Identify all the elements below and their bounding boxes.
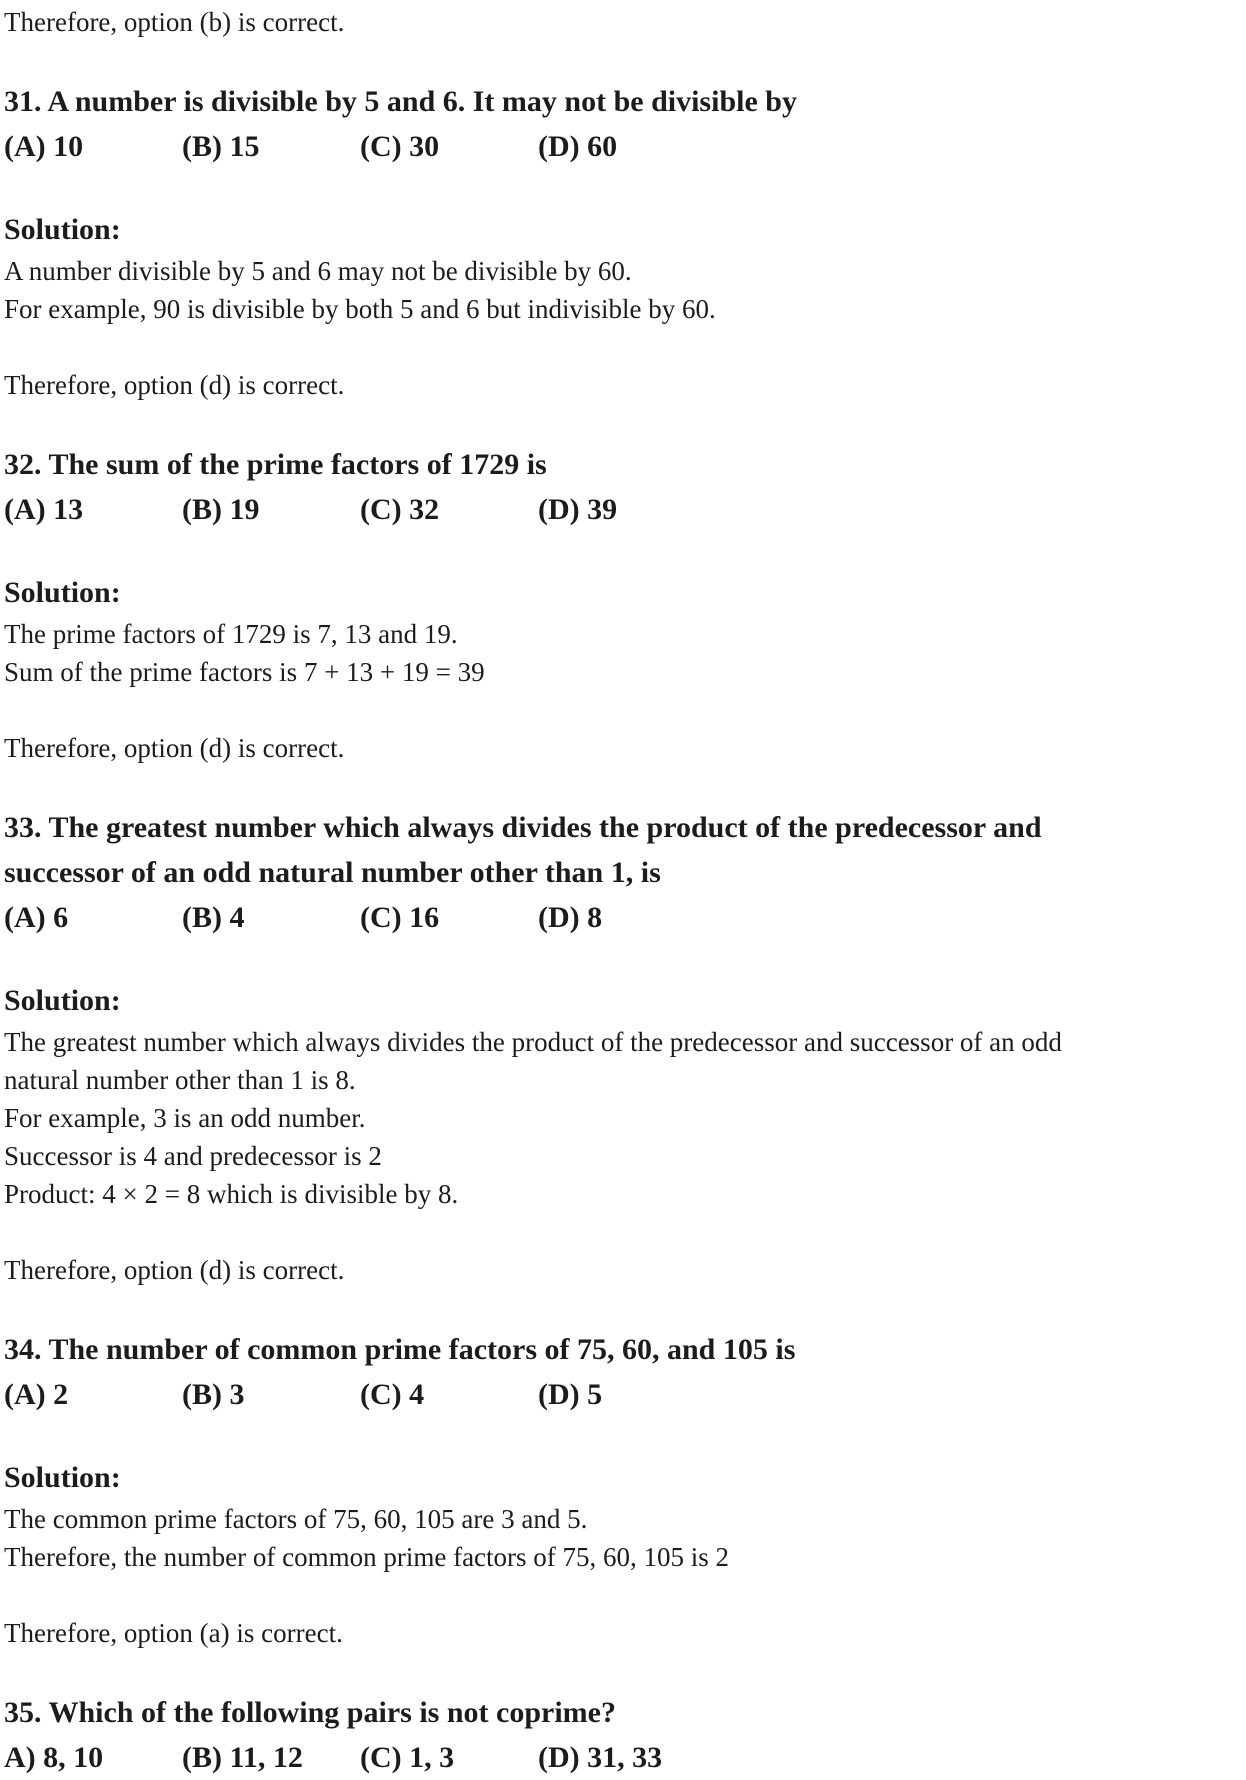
conclusion-line: Therefore, option (d) is correct. — [4, 1255, 345, 1285]
conclusion-line: Therefore, option (b) is correct. — [4, 7, 345, 37]
solution-heading: Solution: — [4, 576, 121, 609]
option-item: (D) 5 — [538, 1378, 603, 1411]
option-item: (A) 2 — [4, 1378, 69, 1411]
question-34-heading: 34. The number of common prime factors of 75, 60, and 105 is — [4, 1333, 796, 1366]
conclusion-line: Therefore, option (d) is correct. — [4, 370, 345, 400]
conclusion-line: Therefore, option (a) is correct. — [4, 1618, 343, 1648]
solution-line: Successor is 4 and predecessor is 2 — [4, 1141, 382, 1171]
solution-line: Product: 4 × 2 = 8 which is divisible by 8. — [4, 1179, 459, 1209]
option-item: A) 8, 10 — [4, 1741, 104, 1774]
option-item: (C) 1, 3 — [360, 1741, 455, 1774]
question-31-options — [4, 124, 1246, 169]
solution-heading: Solution: — [4, 984, 121, 1017]
question-32-options — [4, 487, 1246, 532]
option-item: (D) 39 — [538, 493, 618, 526]
option-item: (C) 30 — [360, 130, 440, 163]
question-35-options — [4, 1735, 1246, 1780]
solution-line: A number divisible by 5 and 6 may not be divisible by 60. — [4, 256, 632, 286]
option-item: (A) 6 — [4, 901, 69, 934]
solution-line: Therefore, the number of common prime factors of 75, 60, 105 is 2 — [4, 1542, 730, 1572]
option-item: (B) 15 — [182, 130, 260, 163]
option-item: (A) 13 — [4, 493, 84, 526]
option-item: (C) 32 — [360, 493, 440, 526]
solution-heading: Solution: — [4, 213, 121, 246]
option-item: (B) 4 — [182, 901, 245, 934]
option-item: (D) 8 — [538, 901, 603, 934]
option-item: (B) 11, 12 — [182, 1741, 303, 1774]
option-item: (A) 10 — [4, 130, 84, 163]
question-35-heading: 35. Which of the following pairs is not coprime? — [4, 1696, 616, 1729]
option-item: (D) 31, 33 — [538, 1741, 663, 1774]
solution-line: For example, 3 is an odd number. — [4, 1103, 366, 1133]
option-item: (B) 19 — [182, 493, 260, 526]
question-31-heading: 31. A number is divisible by 5 and 6. It may not be divisible by — [4, 85, 797, 118]
solution-heading: Solution: — [4, 1461, 121, 1494]
solution-line: For example, 90 is divisible by both 5 and 6 but indivisible by 60. — [4, 294, 716, 324]
conclusion-line: Therefore, option (d) is correct. — [4, 733, 345, 763]
question-33-options — [4, 895, 1246, 940]
option-item: (B) 3 — [182, 1378, 245, 1411]
option-item: (C) 4 — [360, 1378, 425, 1411]
solution-line: The prime factors of 1729 is 7, 13 and 19. — [4, 619, 458, 649]
question-32-heading: 32. The sum of the prime factors of 1729 is — [4, 448, 547, 481]
question-33-heading: 33. The greatest number which always divides the product of the predecessor and successor of an odd natural number other than 1, is — [4, 811, 1042, 889]
question-34-options — [4, 1372, 1246, 1417]
option-item: (C) 16 — [360, 901, 440, 934]
option-item: (D) 60 — [538, 130, 618, 163]
solution-line: Sum of the prime factors is 7 + 13 + 19 = 39 — [4, 657, 485, 687]
solution-line: The common prime factors of 75, 60, 105 are 3 and 5. — [4, 1504, 588, 1534]
solution-line: The greatest number which always divides the product of the predecessor and successor of an odd natural number other than 1 is 8. — [4, 1027, 1062, 1095]
